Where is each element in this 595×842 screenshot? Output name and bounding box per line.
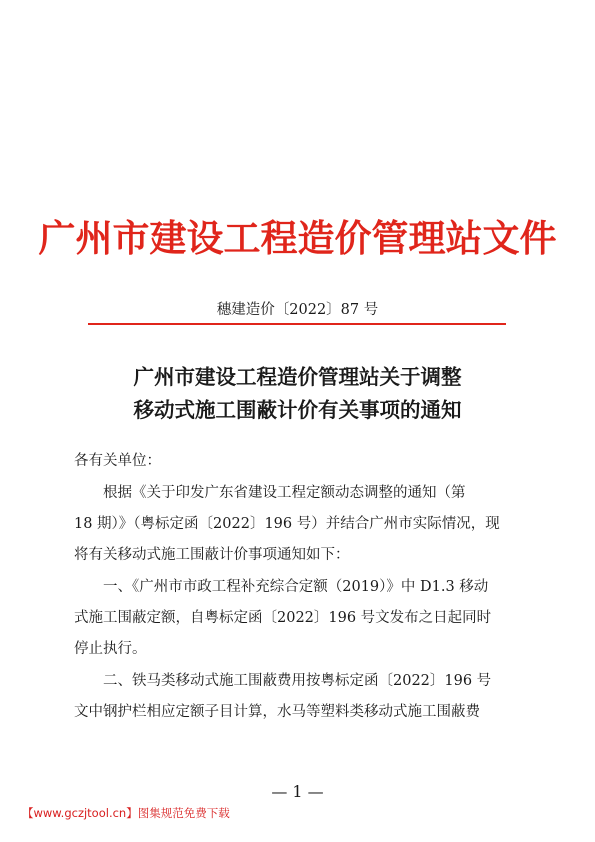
body-text-line: 文中钢护栏相应定额子目计算，水马等塑料类移动式施工围蔽费 (74, 704, 480, 720)
watermark-link-text: 【www.gczjtool.cn】图集规范免费下载 (22, 806, 230, 820)
page-number: — 1 — (271, 782, 324, 801)
body-text-line: 根据《关于印发广东省建设工程定额动态调整的通知（第 (74, 485, 466, 501)
document-header-title: 广州市建设工程造价管理站文件 (38, 217, 557, 260)
body-text-line: 18 期）》（粤标定函〔2022〕196 号）并结合广州市实际情况，现 (74, 516, 500, 532)
body-text-line: 将有关移动式施工围蔽计价事项通知如下： (74, 547, 350, 563)
body-text-line: 一、《广州市市政工程补充综合定额（2019）》中 D1.3 移动 (74, 579, 489, 595)
body-text-line: 各有关单位： (74, 453, 161, 469)
red-divider-line (88, 323, 506, 325)
body-text-line: 二、铁马类移动式施工围蔽费用按粤标定函〔2022〕196 号 (74, 673, 492, 689)
notice-title-line-2: 移动式施工围蔽计价有关事项的通知 (133, 398, 462, 422)
document-number: 穗建造价〔2022〕87 号 (216, 302, 379, 318)
notice-title-line-1: 广州市建设工程造价管理站关于调整 (133, 365, 462, 389)
body-text-line: 停止执行。 (74, 641, 147, 657)
body-text-line: 式施工围蔽定额，自粤标定函〔2022〕196 号文发布之日起同时 (74, 610, 492, 626)
